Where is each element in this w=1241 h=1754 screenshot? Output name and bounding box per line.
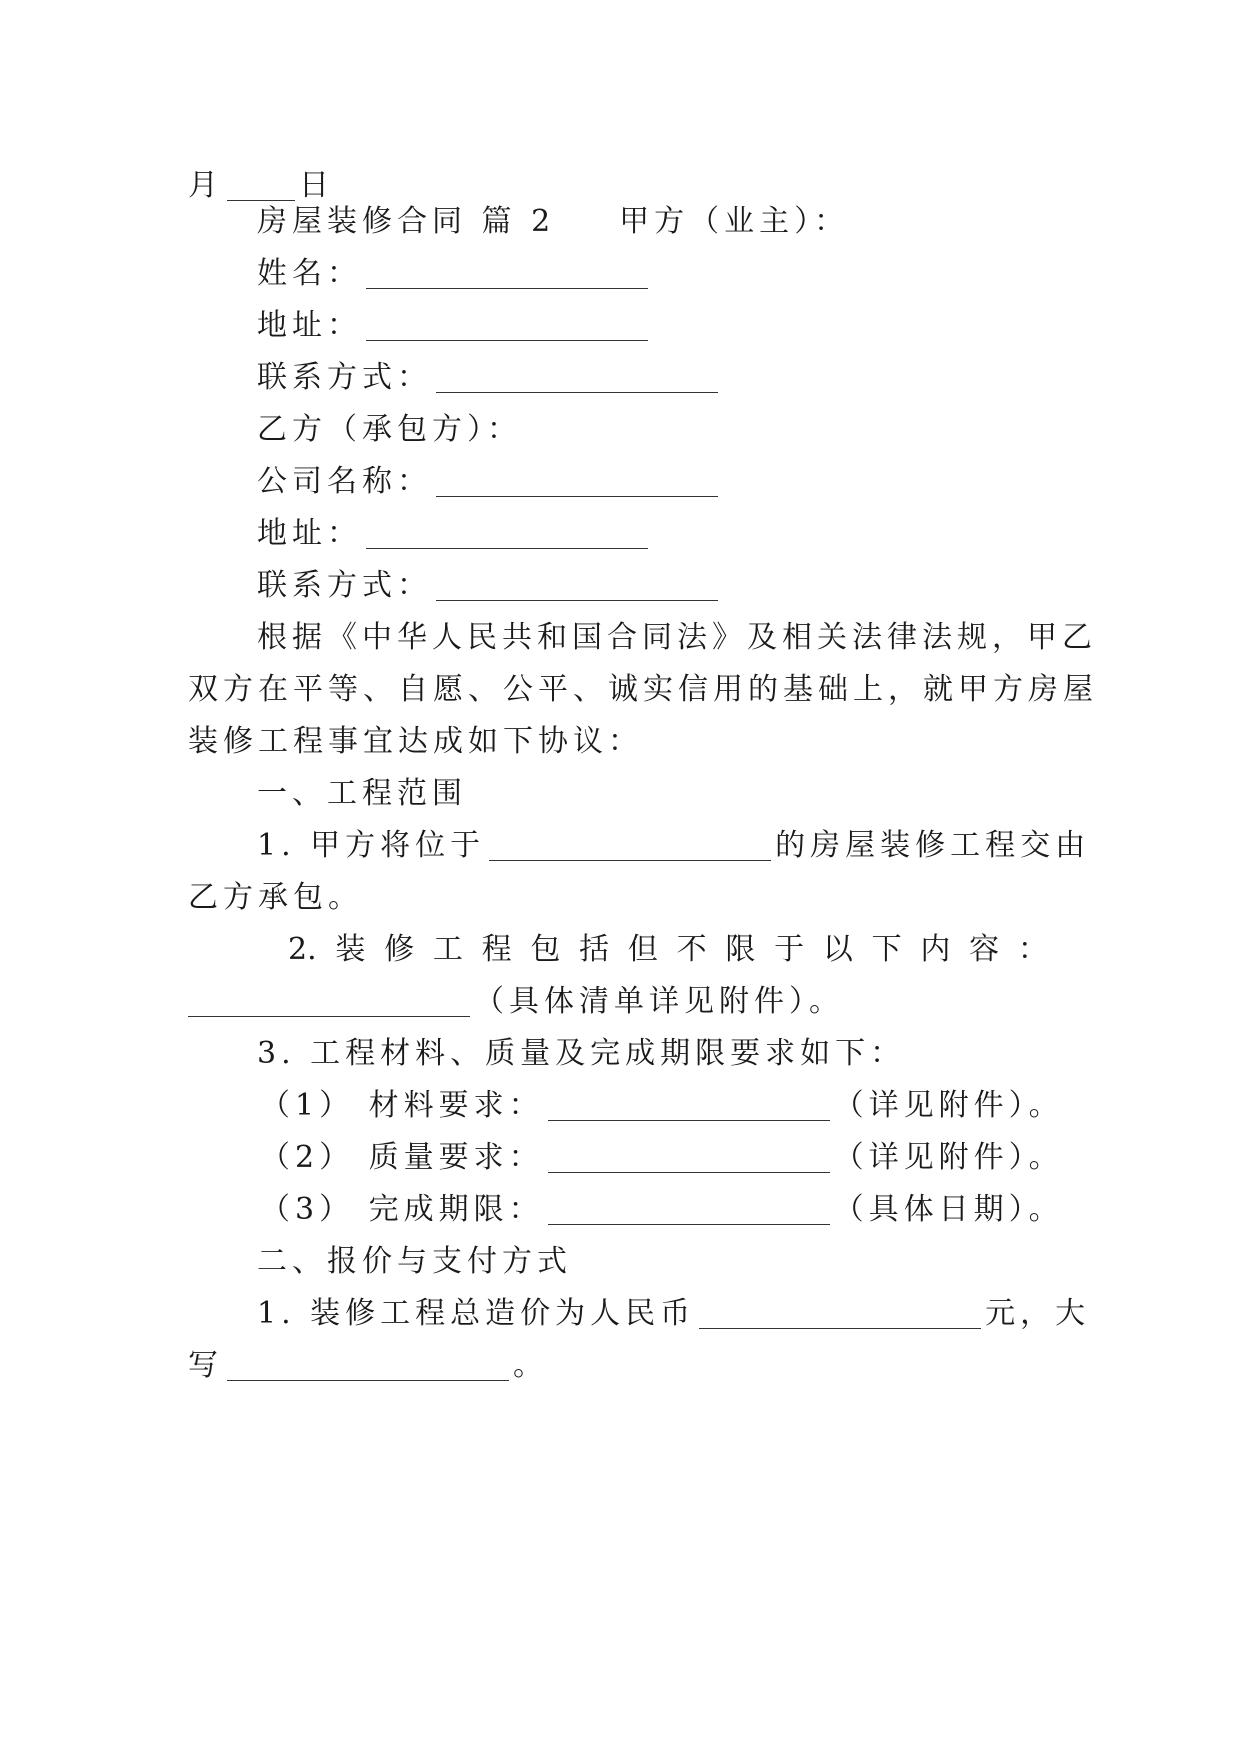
section-1-item-1-cont: 乙方承包。: [188, 880, 363, 915]
party-b-company-label: 公司名称：: [257, 464, 432, 499]
item-2-char: 不: [676, 932, 707, 967]
material-req-blank[interactable]: [548, 1080, 830, 1121]
party-a-contact-line: [257, 349, 1117, 407]
requirement-2: [260, 1129, 1120, 1187]
item-1-prefix: 1. 甲方将位于: [257, 828, 486, 863]
section-2-item-1-cont: [188, 1337, 1048, 1395]
requirement-3: [260, 1181, 1120, 1239]
item-2-char: 下: [871, 932, 902, 967]
item-2-char: 装: [335, 932, 366, 967]
party-a-contact-blank[interactable]: [436, 352, 718, 393]
contract-heading: [257, 193, 1117, 251]
req-2-note: （详见附件）。: [833, 1140, 1064, 1175]
intro-line-1: 根据《中华人民共和国合同法》及相关法律法规，甲乙: [257, 620, 1097, 655]
item-2-char: 工: [432, 932, 463, 967]
section-1-item-2: [288, 921, 1048, 979]
party-a-name-label: 姓名：: [257, 256, 362, 291]
party-b-company-blank[interactable]: [436, 456, 718, 497]
party-b-address-line: [257, 505, 1117, 563]
item-2-char: 以: [822, 932, 853, 967]
item-2-char: 内: [920, 932, 951, 967]
uppercase-price-blank[interactable]: [227, 1340, 509, 1381]
item-2-char: 但: [627, 932, 658, 967]
uppercase-end: 。: [513, 1348, 548, 1383]
work-content-blank[interactable]: [188, 976, 470, 1017]
req-3-label: （3） 完成期限：: [260, 1192, 544, 1227]
req-3-note: （具体日期）。: [833, 1192, 1064, 1227]
deadline-blank[interactable]: [548, 1184, 830, 1225]
house-location-blank[interactable]: [489, 820, 771, 861]
party-a-address-line: [257, 297, 1117, 355]
item-2-char: 2.: [288, 932, 317, 967]
contract-title: 房屋装修合同 篇 2: [257, 204, 556, 239]
party-b-address-blank[interactable]: [366, 508, 648, 549]
party-a-address-blank[interactable]: [366, 300, 648, 341]
section-1-title: 一、工程范围: [257, 776, 467, 811]
intro-line-2: 双方在平等、自愿、公平、诚实信用的基础上，就甲方房屋: [188, 672, 1098, 707]
month-label: 月: [188, 168, 223, 203]
price-prefix: 1. 装修工程总造价为人民币: [257, 1296, 696, 1331]
section-1-item-3: 3. 工程材料、质量及完成期限要求如下：: [257, 1036, 906, 1071]
party-a-heading: 甲方（业主）：: [619, 204, 850, 239]
item-2-char: 容: [969, 932, 1000, 967]
party-b-contact-blank[interactable]: [436, 560, 718, 601]
party-a-contact-label: 联系方式：: [257, 360, 432, 395]
item-2-char: 于: [774, 932, 805, 967]
party-b-heading: [257, 401, 1117, 459]
item-2-char: 修: [384, 932, 415, 967]
section-1-item-1: [257, 817, 1117, 875]
section-2-item-1: [257, 1285, 1117, 1343]
section-1-item-2-cont: [188, 973, 1048, 1031]
party-b-company-line: [257, 453, 1117, 511]
price-suffix: 元，大: [985, 1296, 1091, 1331]
intro-line-3: 装修工程事宜达成如下协议：: [188, 724, 643, 759]
quality-req-blank[interactable]: [548, 1132, 830, 1173]
req-1-label: （1） 材料要求：: [260, 1088, 544, 1123]
party-b-contact-line: [257, 557, 1117, 615]
day-label: 日: [299, 168, 334, 203]
party-b-title: 乙方（承包方）：: [257, 412, 522, 447]
item-2-char: ：: [1017, 932, 1048, 967]
party-a-name-blank[interactable]: [366, 248, 648, 289]
item-2-note: （具体清单详见附件）。: [474, 984, 844, 1019]
party-b-address-label: 地址：: [257, 516, 362, 551]
party-a-name-line: [257, 245, 1117, 303]
item-2-char: 包: [530, 932, 561, 967]
party-b-contact-label: 联系方式：: [257, 568, 432, 603]
total-price-blank[interactable]: [699, 1288, 981, 1329]
requirement-1: [260, 1077, 1120, 1135]
section-2-title: 二、报价与支付方式: [257, 1244, 572, 1279]
item-2-char: 程: [481, 932, 512, 967]
party-a-address-label: 地址：: [257, 308, 362, 343]
req-2-label: （2） 质量要求：: [260, 1140, 544, 1175]
item-1-suffix: 的房屋装修工程交由: [775, 828, 1091, 863]
uppercase-label: 写: [188, 1348, 223, 1383]
item-2-char: 限: [725, 932, 756, 967]
req-1-note: （详见附件）。: [833, 1088, 1064, 1123]
item-2-char: 括: [579, 932, 610, 967]
